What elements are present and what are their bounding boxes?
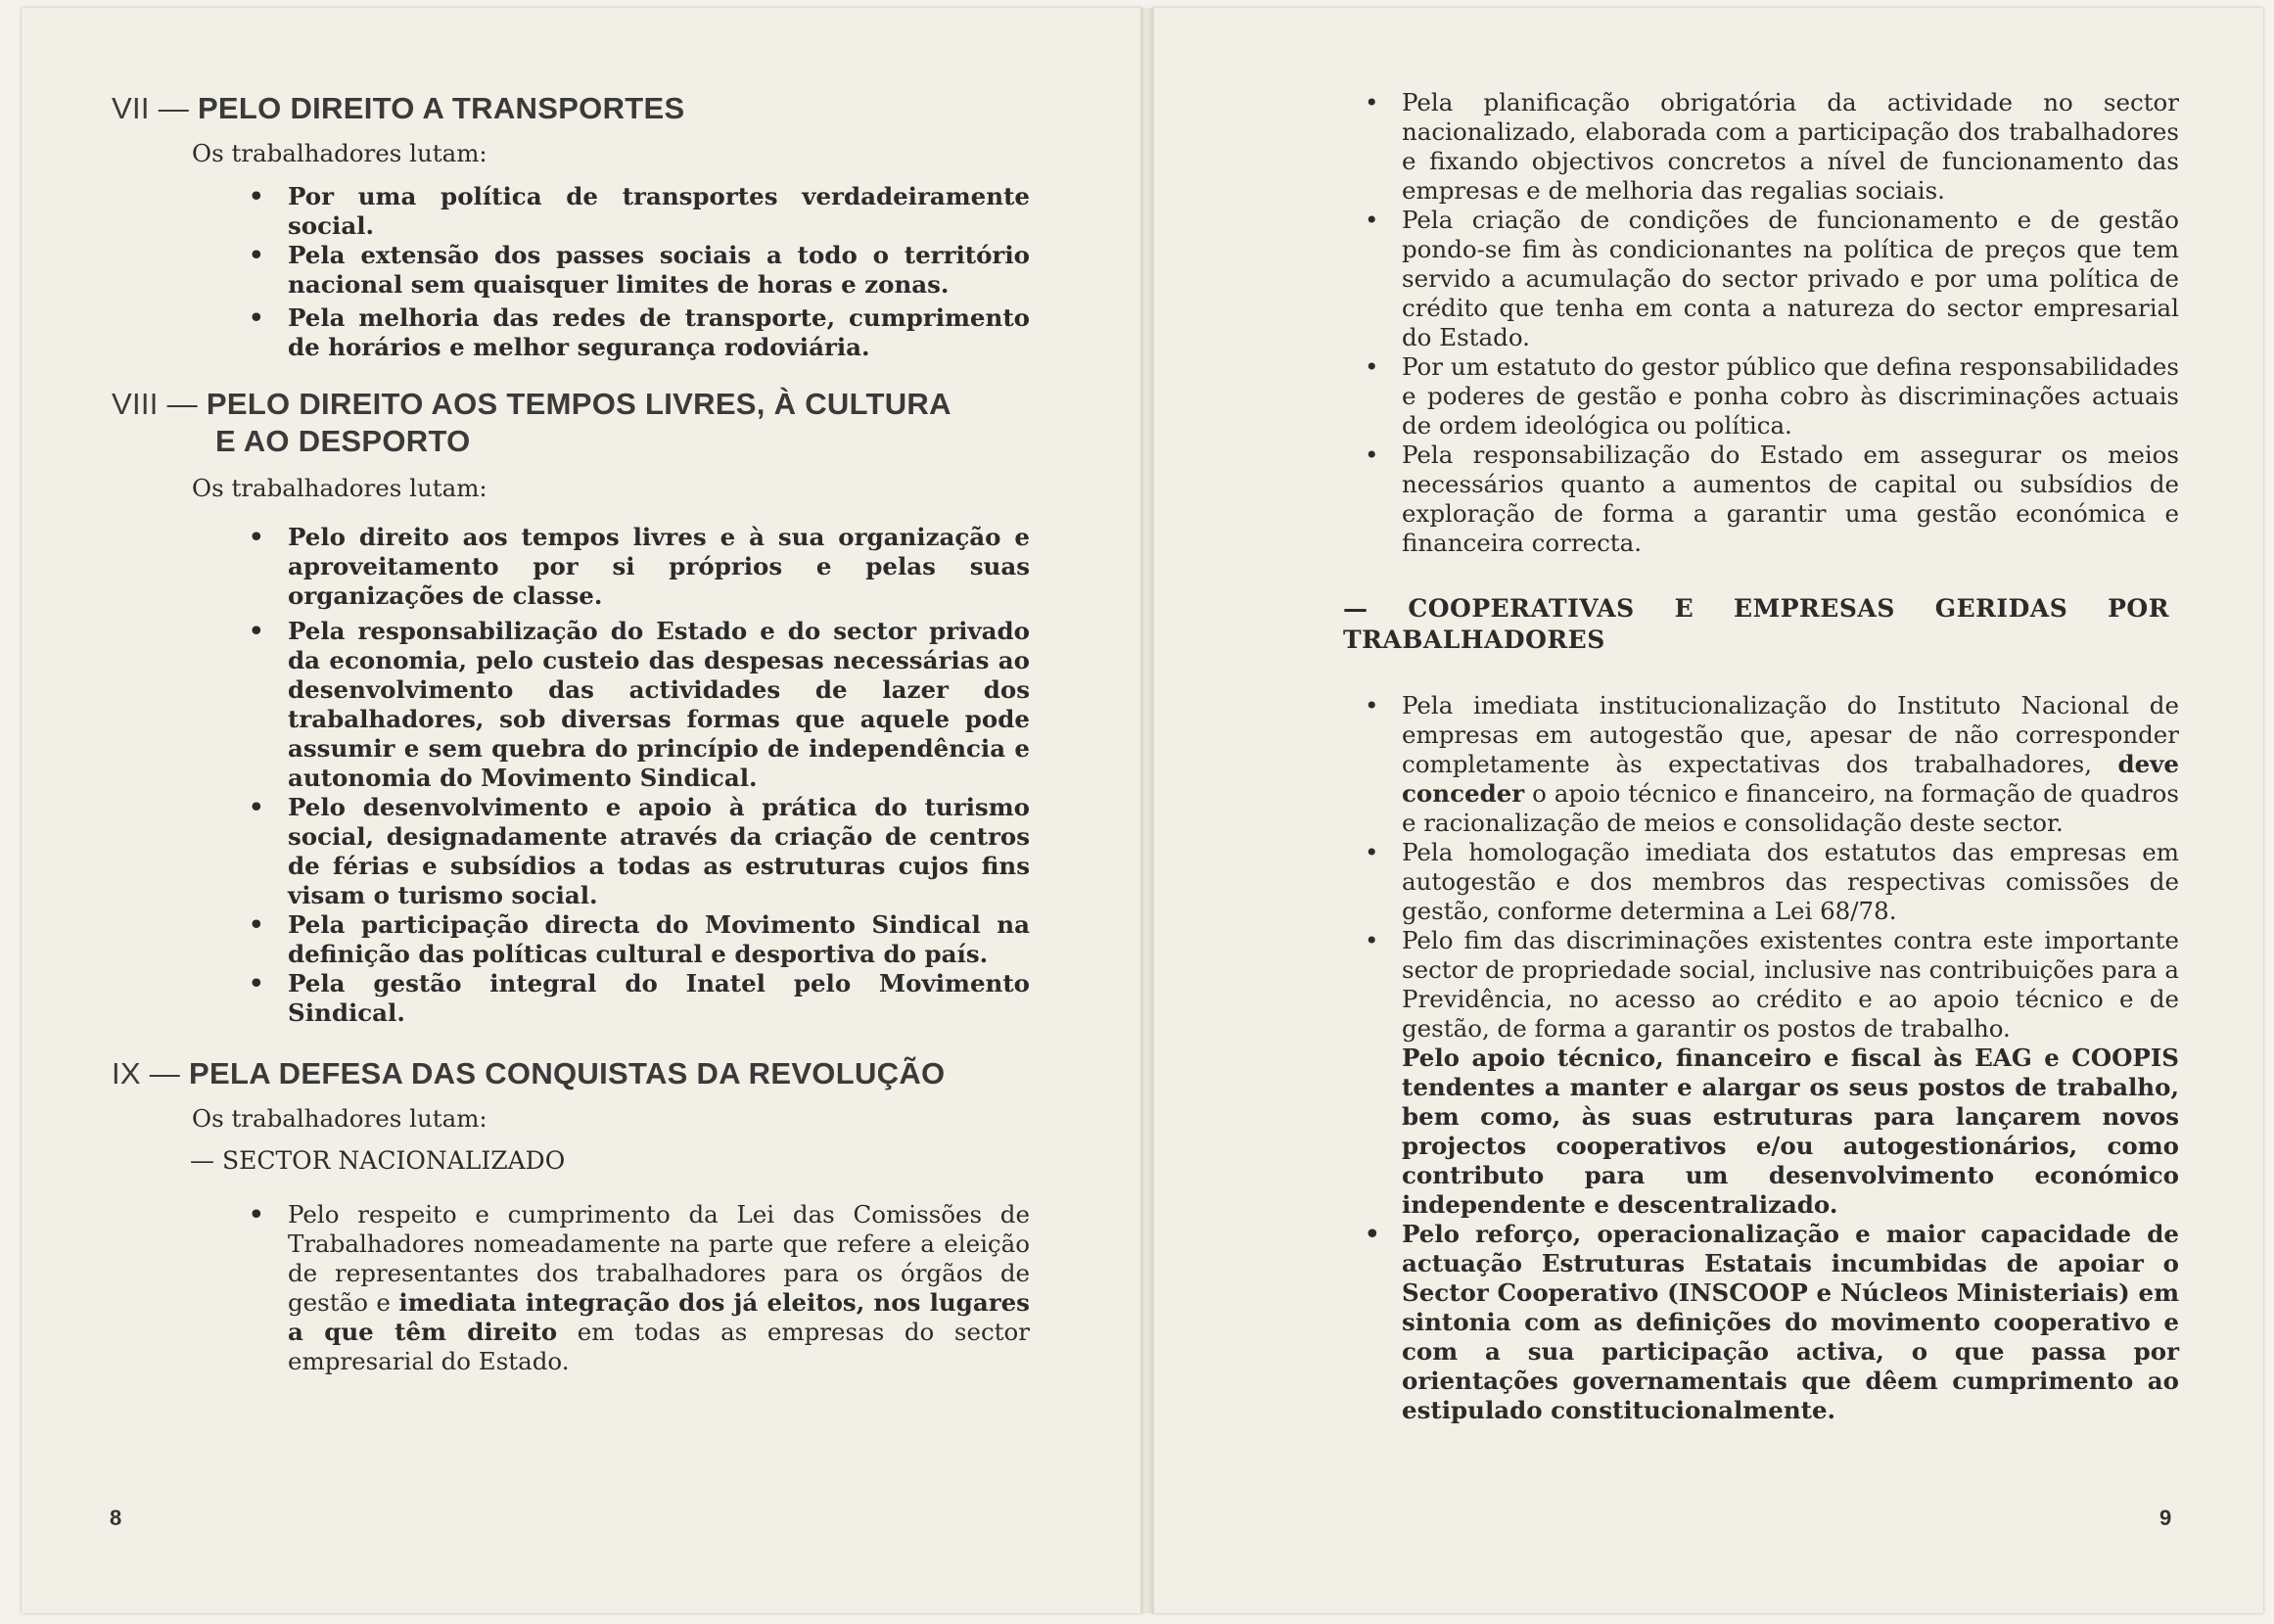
list-item: • Pelo fim das discriminações existentes contra este importante sector de propriedade social, inclusive nas contribuições para a Previdência, no acesso ao crédito e ao apoio técnico e de gestão, de forma a garantir os postos de trabalho. [1365,926,2179,1043]
section-lead: Os trabalhadores lutam: [192,1104,487,1133]
cooperatives-list [1343,691,2179,1425]
list-item-text: Pelo direito aos tempos livres e à sua organização e aproveitamento por si próprios e pelas suas organizações de classe. [288,523,1030,610]
list-item: • Pelo respeito e cumprimento da Lei das Comissões de Trabalhadores nomeadamente na parte que refere a eleição de representantes dos trabalhadores para os órgãos de gestão e imediata integração dos já eleitos, nos lugares a que têm direito em todas as empresas do sector empresarial do Estado. [249,1200,1030,1375]
list-item-text: Pela melhoria das redes de transporte, cumprimento de horários e melhor segurança rodoviária. [288,303,1030,361]
list-item-text: em todas as empresas do sector empresarial do Estado. [288,1318,1030,1375]
list-item: • Pela planificação obrigatória da actividade no sector nacionalizado, elaborada com a participação dos trabalhadores e fixando objectivos concretos a nível de funcionamento das empresas e de melhoria das regalias sociais. [1365,88,2179,205]
list-item-text: o apoio técnico e financeiro, na formação de quadros e racionalização de meios e consolidação deste sector. [1402,779,2179,837]
section-viii-heading-line2: E AO DESPORTO [215,424,471,458]
page-number-right: 9 [2159,1506,2172,1530]
list-item-text: Pela participação directa do Movimento Sindical na definição das políticas cultural e desportiva do país. [288,910,1030,968]
section-ix-heading [112,1055,1051,1092]
section-vii-list [112,182,1051,362]
section-number: VIII — [112,387,198,421]
section-viii-list [112,523,1051,1028]
list-item-text: Por um estatuto do gestor público que defina responsabilidades e poderes de gestão e ponha cobro às discriminações actuais de ordem ideológica ou política. [1402,352,2179,440]
subsection-title: — SECTOR NACIONALIZADO [190,1146,566,1175]
list-item: • Pela imediata institucionalização do Instituto Nacional de empresas em autogestão que, apesar de não corresponder completamente às expectativas dos trabalhadores, deve conceder o apoio técnico e financeiro, na formação de quadros e racionalização de meios e consolidação deste sector. [1365,691,2179,837]
section-number: IX — [112,1056,181,1090]
list-item-text: Pelo apoio técnico, financeiro e fiscal às EAG e COOPIS tendentes a manter e alargar os seus postos de trabalho, bem como, às suas estruturas para lançarem novos projectos cooperativos e/ou autogestionários, como contributo para um desenvolvimento económico independente e descentralizado. [1402,1044,2179,1219]
section-title: PELA DEFESA DAS CONQUISTAS DA REVOLUÇÃO [189,1056,946,1090]
list-item-text: Pelo respeito e cumprimento da Lei das Comissões de Trabalhadores nomeadamente na parte que refere a eleição de representantes dos trabalhadores para os órgãos de gestão e [288,1200,1030,1317]
list-item-text: Por uma política de transportes verdadeiramente social. [288,182,1030,240]
section-viii-heading [112,386,1051,423]
list-item: • Pela extensão dos passes sociais a todo o território nacional sem quaisquer limites de horas e zonas. [249,241,1030,299]
section-title: PELO DIREITO AOS TEMPOS LIVRES, À CULTURA [206,387,951,421]
list-item-text: Pela criação de condições de funcionamento e de gestão pondo-se fim às condicionantes na política de preços que tem servido a acumulação do sector privado e por uma política de crédito que tenha em conta a natureza do sector empresarial do Estado. [1402,206,2179,351]
list-item: • Pelo desenvolvimento e apoio à prática do turismo social, designadamente através da criação de centros de férias e subsídios a todas as estruturas cujos fins visam o turismo social. [249,793,1030,909]
list-item-emphasis: deve conceder [1402,750,2179,808]
right-column [1343,88,2179,1425]
section-lead: Os trabalhadores lutam: [192,474,487,502]
list-item [1343,1044,2179,1220]
list-item-text: Pela responsabilização do Estado em assegurar os meios necessários quanto a aumentos de capital ou subsídios de exploração de forma a garantir uma gestão económica e financeira correcta. [1402,441,2179,557]
list-item: • Pela melhoria das redes de transporte, cumprimento de horários e melhor segurança rodoviária. [249,303,1030,361]
list-item: • Pelo direito aos tempos livres e à sua organização e aproveitamento por si próprios e pelas suas organizações de classe. [249,523,1030,610]
list-item-text: Pela imediata institucionalização do Instituto Nacional de empresas em autogestão que, apesar de não corresponder completamente às expectativas dos trabalhadores, [1402,691,2179,778]
list-item-text: Pela planificação obrigatória da actividade no sector nacionalizado, elaborada com a participação dos trabalhadores e fixando objectivos concretos a nível de funcionamento das empresas e de melhoria das regalias sociais. [1402,88,2179,205]
list-item-text: Pela gestão integral do Inatel pelo Movimento Sindical. [288,969,1030,1027]
section-title: PELO DIREITO A TRANSPORTES [197,91,685,125]
list-item-text: Pela responsabilização do Estado e do sector privado da economia, pelo custeio das despesas necessárias ao desenvolvimento das actividades de lazer dos trabalhadores, sob diversas formas que aquele pode assumir e sem quebra do princípio de independência e autonomia do Movimento Sindical. [288,617,1030,792]
list-item-text: Pela homologação imediata dos estatutos das empresas em autogestão e dos membros das respectivas comissões de gestão, conforme determina a Lei 68/78. [1402,838,2179,925]
section-ix-list [112,1200,1051,1376]
list-item-text: Pelo desenvolvimento e apoio à prática do turismo social, designadamente através da criação de centros de férias e subsídios a todas as estruturas cujos fins visam o turismo social. [288,793,1030,909]
list-item: • Pela gestão integral do Inatel pelo Movimento Sindical. [249,969,1030,1027]
list-item-text: Pelo fim das discriminações existentes contra este importante sector de propriedade social, inclusive nas contribuições para a Previdência, no acesso ao crédito e ao apoio técnico e de gestão, de forma a garantir os postos de trabalho. [1402,926,2179,1043]
list-item: • Por um estatuto do gestor público que defina responsabilidades e poderes de gestão e ponha cobro às discriminações actuais de ordem ideológica ou política. [1365,352,2179,440]
list-item: • Por uma política de transportes verdadeiramente social. [249,182,1030,240]
list-item-text: Pela extensão dos passes sociais a todo o território nacional sem quaisquer limites de horas e zonas. [288,241,1030,299]
section-lead: Os trabalhadores lutam: [192,139,487,167]
list-item-emphasis: imediata integração dos já eleitos, nos lugares a que têm direito [288,1288,1030,1346]
page-number-left: 8 [110,1506,122,1530]
list-item: • Pela criação de condições de funcionamento e de gestão pondo-se fim às condicionantes na política de preços que tem servido a acumulação do sector privado e por uma política de crédito que tenha em conta a natureza do sector empresarial do Estado. [1365,206,2179,351]
list-item: • Pelo reforço, operacionalização e maior capacidade de actuação Estruturas Estatais incumbidas de apoiar o Sector Cooperativo (INSCOOP e Núcleos Ministeriais) em sintonia com as definições do movimento cooperativo e com a sua participação activa, o que passa por orientações governamentais que dêem cumprimento ao estipulado constitucionalmente. [1365,1220,2179,1424]
list-item: • Pela responsabilização do Estado em assegurar os meios necessários quanto a aumentos de capital ou subsídios de exploração de forma a garantir uma gestão económica e financeira correcta. [1365,441,2179,557]
list-item: • Pela homologação imediata dos estatutos das empresas em autogestão e dos membros das respectivas comissões de gestão, conforme determina a Lei 68/78. [1365,838,2179,925]
subsection-title-cooperatives: — COOPERATIVAS E EMPRESAS GERIDAS POR TRABALHADORES [1343,594,2169,654]
list-item: • Pela participação directa do Movimento Sindical na definição das políticas cultural e desportiva do país. [249,910,1030,968]
section-number: VII — [112,91,190,125]
nationalized-sector-list-continued [1343,88,2179,558]
left-column [112,90,1051,1376]
book-gutter [1140,8,1154,1613]
list-item-text: Pelo reforço, operacionalização e maior capacidade de actuação Estruturas Estatais incumbidas de apoiar o Sector Cooperativo (INSCOOP e Núcleos Ministeriais) em sintonia com as definições do movimento cooperativo e com a sua participação activa, o que passa por orientações governamentais que dêem cumprimento ao estipulado constitucionalmente. [1402,1220,2179,1424]
section-vii-heading [112,90,1051,127]
list-item: • Pela responsabilização do Estado e do sector privado da economia, pelo custeio das despesas necessárias ao desenvolvimento das actividades de lazer dos trabalhadores, sob diversas formas que aquele pode assumir e sem quebra do princípio de independência e autonomia do Movimento Sindical. [249,617,1030,792]
